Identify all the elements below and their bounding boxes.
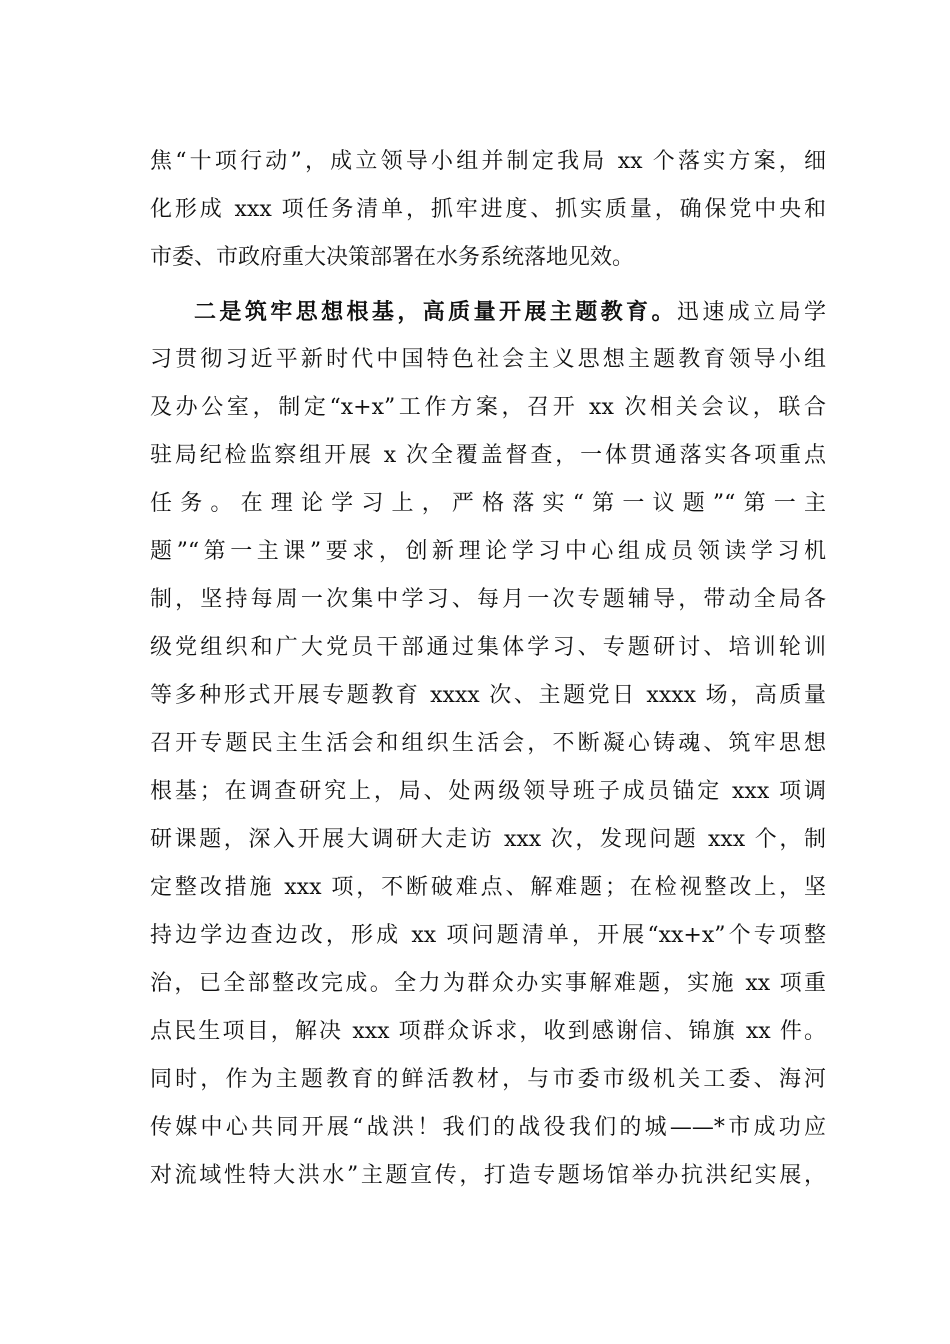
- paragraph2-line-16: 点民生项目，解决 xxx 项群众诉求，收到感谢信、锦旗 xx 件。: [150, 1019, 826, 1044]
- paragraph2-line-9: 等多种形式开展专题教育 xxxx 次、主题党日 xxxx 场，高质量: [150, 683, 826, 708]
- paragraph2-heading: 二是筑牢思想根基，高质量开展主题教育。: [194, 299, 677, 325]
- paragraph2-line-13: 定整改措施 xxx 项，不断破难点、解难题；在检视整改上，坚: [150, 875, 826, 900]
- paragraph2-line-4: 驻局纪检监察组开展 x 次全覆盖督查，一体贯通落实各项重点: [150, 443, 826, 468]
- paragraph2-line-14: 持边学边查边改，形成 xx 项问题清单，开展“xx+x”个专项整: [150, 923, 826, 948]
- paragraph2-line-7: 制，坚持每周一次集中学习、每月一次专题辅导，带动全局各: [150, 587, 826, 612]
- paragraph2-line-6: 题”“第一主课”要求，创新理论学习中心组成员领读学习机: [150, 539, 826, 564]
- paragraph2-line-17: 同时，作为主题教育的鲜活教材，与市委市级机关工委、海河: [150, 1067, 826, 1092]
- paragraph2-line-10: 召开专题民主生活会和组织生活会，不断凝心铸魂、筑牢思想: [150, 731, 826, 756]
- paragraph1-line-3: 市委、市政府重大决策部署在水务系统落地见效。: [150, 245, 635, 270]
- paragraph2-line-11: 根基；在调查研究上，局、处两级领导班子成员锚定 xxx 项调: [150, 779, 826, 804]
- paragraph2-line-1: [150, 288, 826, 336]
- body-text: [150, 138, 826, 1200]
- paragraph1-line-1: 焦“十项行动”，成立领导小组并制定我局 xx 个落实方案，细: [150, 149, 826, 174]
- paragraph2-line-5: 任务。在理论学习上，严格落实“第一议题”“第一主: [150, 491, 826, 516]
- paragraph2-first-line-rest: 迅速成立局学: [676, 300, 826, 325]
- paragraph2-line-19: 对流域性特大洪水”主题宣传，打造专题场馆举办抗洪纪实展，: [150, 1163, 826, 1188]
- paragraph2-line-12: 研课题，深入开展大调研大走访 xxx 次，发现问题 xxx 个，制: [150, 827, 826, 852]
- paragraph2-line-2: 习贯彻习近平新时代中国特色社会主义思想主题教育领导小组: [150, 347, 826, 372]
- paragraph1-line-2: 化形成 xxx 项任务清单，抓牢进度、抓实质量，确保党中央和: [150, 197, 826, 222]
- paragraph2-line-3: 及办公室，制定“x+x”工作方案，召开 xx 次相关会议，联合: [150, 395, 826, 420]
- paragraph2-line-8: 级党组织和广大党员干部通过集体学习、专题研讨、培训轮训: [150, 635, 826, 660]
- paragraph2-line-15: 治，已全部整改完成。全力为群众办实事解难题，实施 xx 项重: [150, 971, 826, 996]
- paragraph2-line-18: 传媒中心共同开展“战洪！我们的战役我们的城——*市成功应: [150, 1115, 826, 1140]
